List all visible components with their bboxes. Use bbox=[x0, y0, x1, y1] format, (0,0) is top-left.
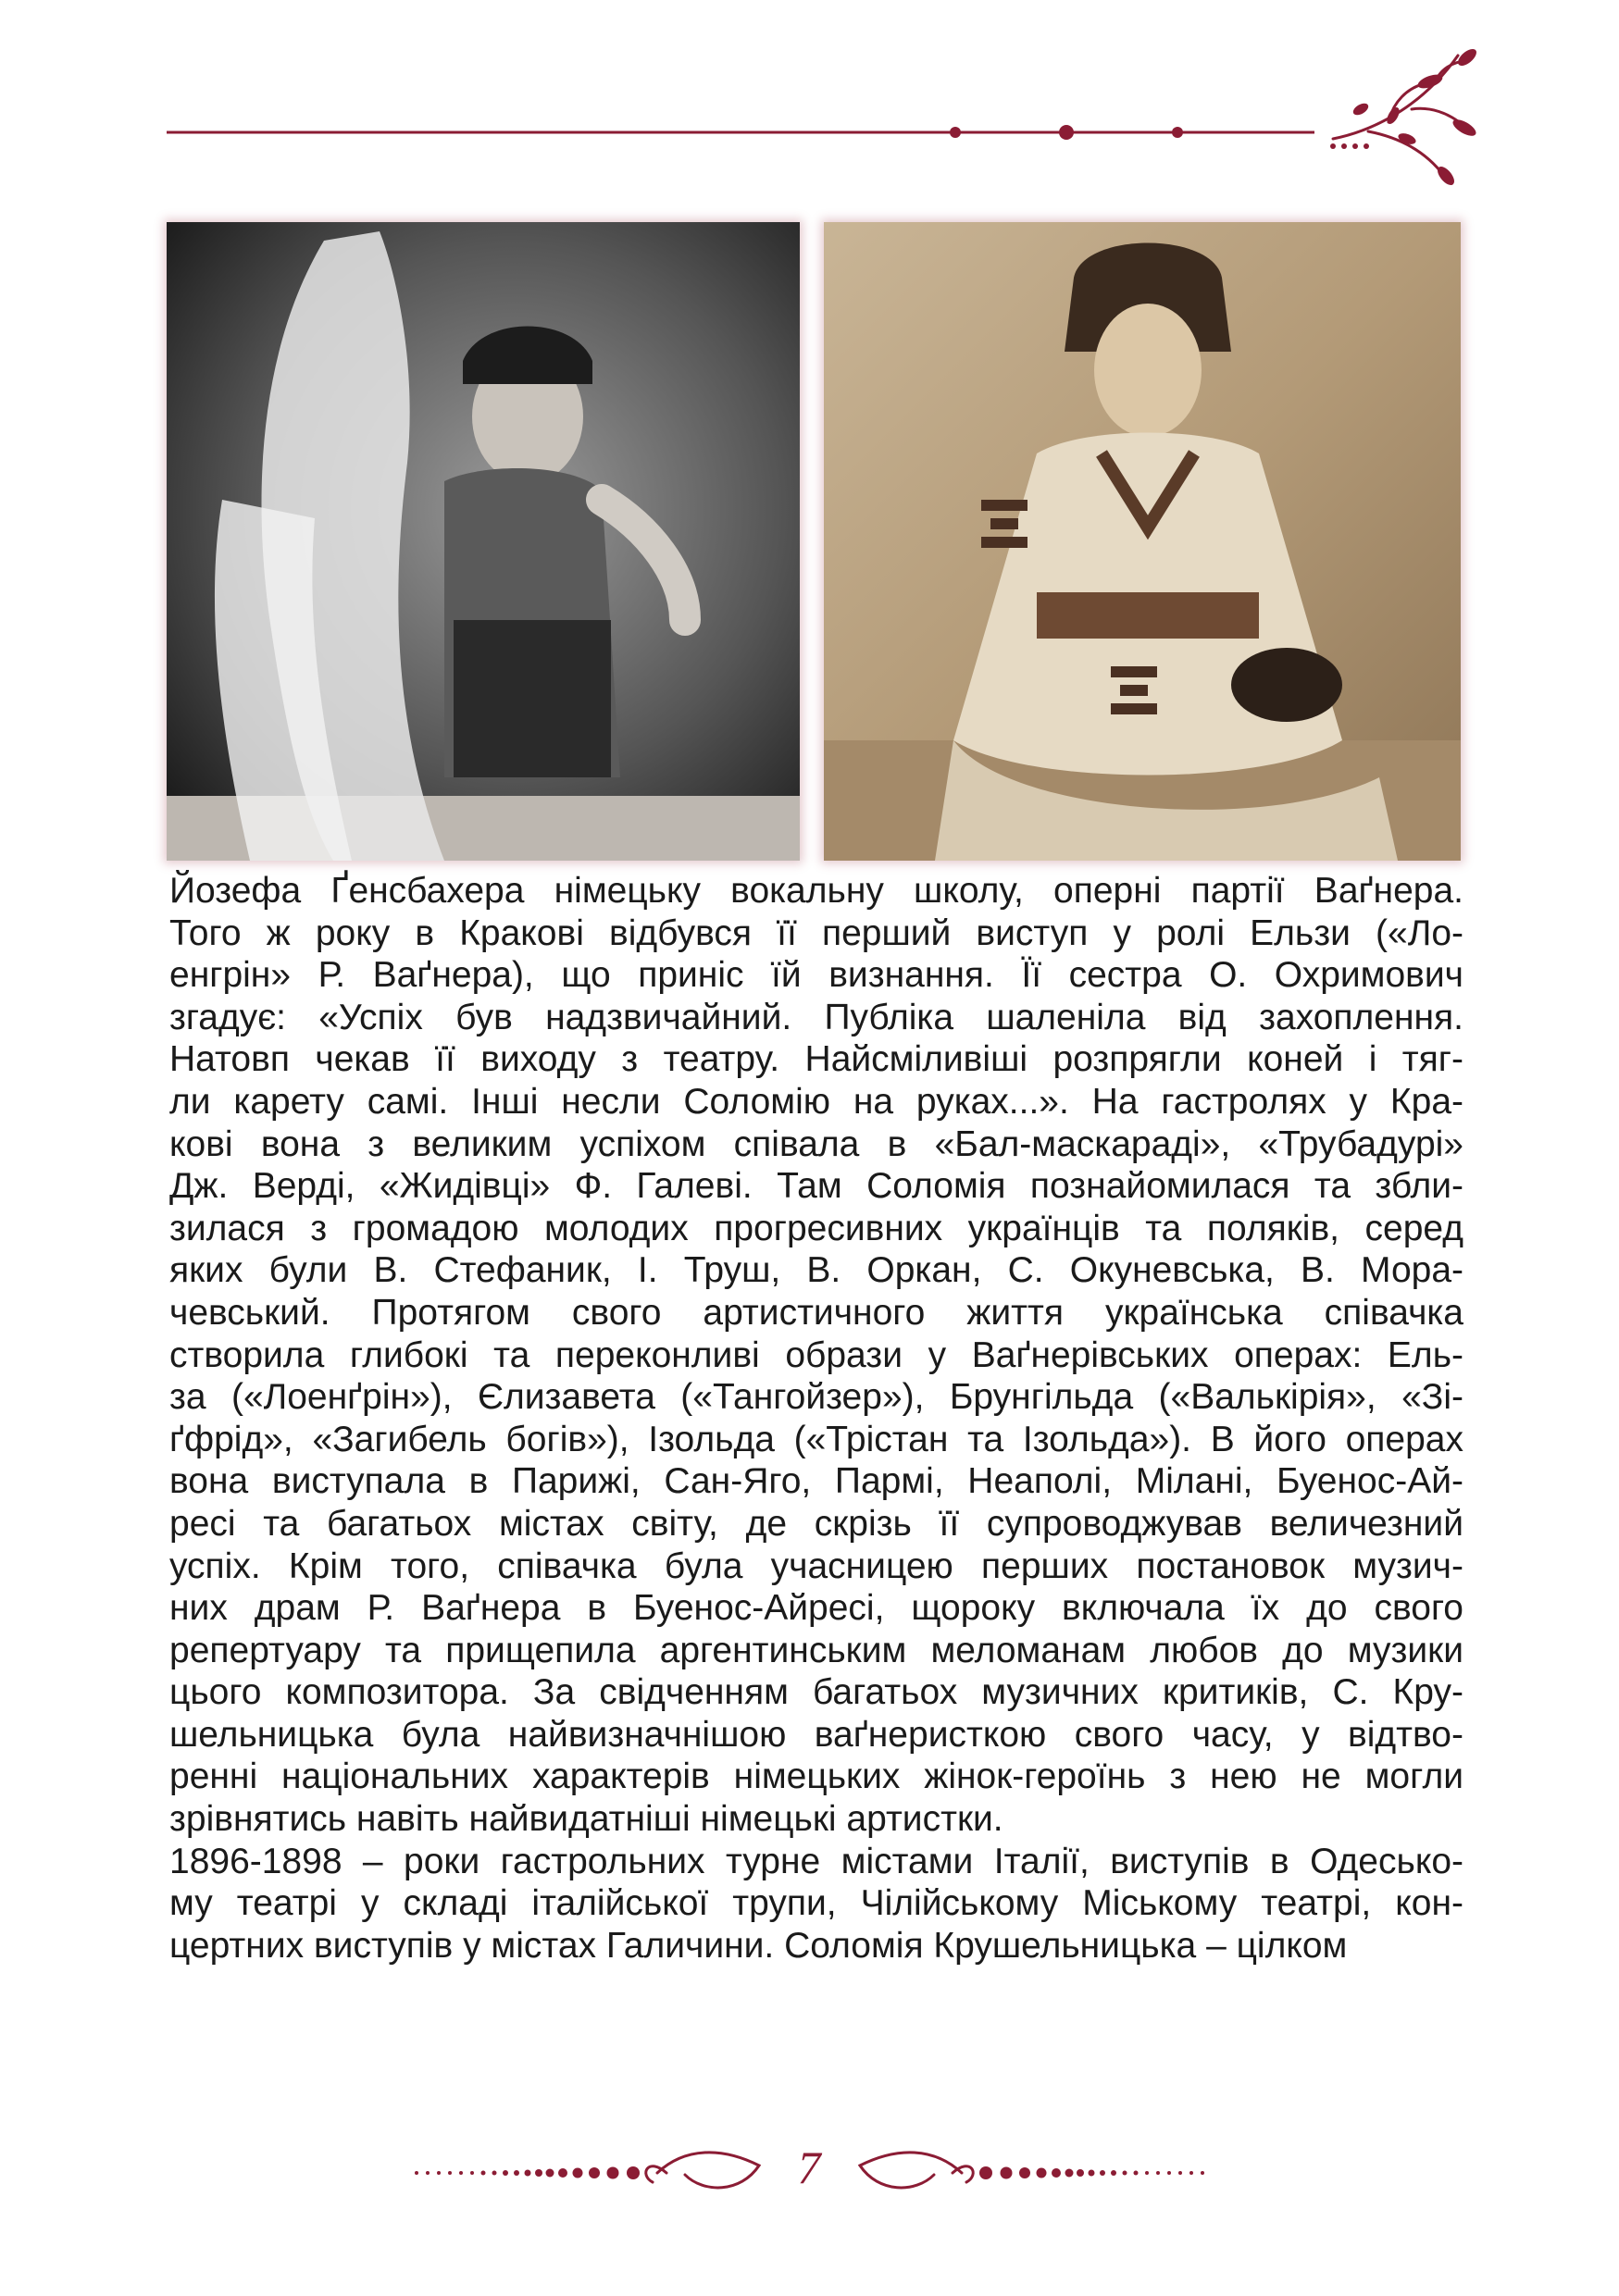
text-line: Дж. Верді, «Жидівці» Ф. Галеві. Там Соломія познайомилася та збли- bbox=[169, 1166, 1463, 1207]
header-ornament bbox=[0, 0, 1619, 185]
text-line: яких були В. Стефаник, І. Труш, В. Оркан, С. Окуневська, В. Мора- bbox=[169, 1250, 1463, 1291]
body-text bbox=[169, 870, 1463, 1967]
text-line: енгрін» Р. Ваґнера), що приніс їй визнання. Її сестра О. Охримович bbox=[169, 955, 1463, 996]
text-line: за («Лоенґрін»), Єлизавета («Тангойзер»), Брунгільда («Валькірія», «Зі- bbox=[169, 1377, 1463, 1418]
text-line: цього композитора. За свідченням багатьох музичних критиків, С. Кру- bbox=[169, 1672, 1463, 1713]
text-line: Натовп чекав її виходу з театру. Найсміливіші розпрягли коней і тяг- bbox=[169, 1039, 1463, 1080]
text-line: ренні національних характерів німецьких жінок-героїнь з нею не могли bbox=[169, 1756, 1463, 1797]
text-line: успіх. Крім того, співачка була учасницею перших постановок музич- bbox=[169, 1545, 1463, 1586]
text-line: репертуару та прищепила аргентинським меломанам любов до музики bbox=[169, 1630, 1463, 1670]
text-line: згадує: «Успіх був надзвичайний. Публіка шаленіла від захоплення. bbox=[169, 997, 1463, 1037]
kimono-portrait-photo bbox=[824, 222, 1461, 861]
text-line: цертних виступів у містах Галичини. Соломія Крушельницька – цілком bbox=[169, 1925, 1348, 1966]
text-line: Того ж року в Кракові відбувся її перший виступ у ролі Ельзи («Ло- bbox=[169, 912, 1463, 953]
text-line: зрівнятись навіть найвидатніші німецькі артистки. bbox=[169, 1799, 1003, 1840]
text-line: кові вона з великим успіхом співала в «Бал-маскараді», «Трубадурі» bbox=[169, 1123, 1463, 1164]
page-number: 7 bbox=[797, 2141, 821, 2193]
text-line: створила глибокі та переконливі образи у Ваґнерівських операх: Ель- bbox=[169, 1334, 1463, 1375]
text-line: вона виступала в Парижі, Сан-Яго, Пармі, Неаполі, Мілані, Буенос-Ай- bbox=[169, 1461, 1463, 1502]
text-line: Йозефа Ґенсбахера німецьку вокальну школу, оперні партії Ваґнера. bbox=[169, 871, 1463, 911]
text-line: ґфрід», «Загибель богів»), Ізольда («Трістан та Ізольда»). В його операх bbox=[169, 1419, 1463, 1459]
text-line: му театрі у складі італійської трупи, Чілійському Міському театрі, кон- bbox=[169, 1883, 1463, 1924]
text-line: шельницька була найвизначнішою ваґнеристкою свого часу, у відтво- bbox=[169, 1714, 1463, 1755]
text-line: ли карету самі. Інші несли Соломію на руках...». На гастролях у Кра- bbox=[169, 1081, 1463, 1122]
text-line: них драм Р. Ваґнера в Буенос-Айресі, щороку включала їх до свого bbox=[169, 1588, 1463, 1629]
text-line: зилася з громадою молодих прогресивних українців та поляків, серед bbox=[169, 1208, 1463, 1248]
dancer-portrait-photo bbox=[167, 222, 800, 861]
text-line: чевський. Протягом свого артистичного життя українська співачка bbox=[169, 1292, 1463, 1333]
text-line: ресі та багатьох містах світу, де скрізь її супроводжував величезний bbox=[169, 1503, 1463, 1544]
text-line: 1896-1898 – роки гастрольних турне містами Італії, виступів в Одесько- bbox=[169, 1841, 1463, 1881]
floral-branch-icon bbox=[1333, 56, 1467, 176]
